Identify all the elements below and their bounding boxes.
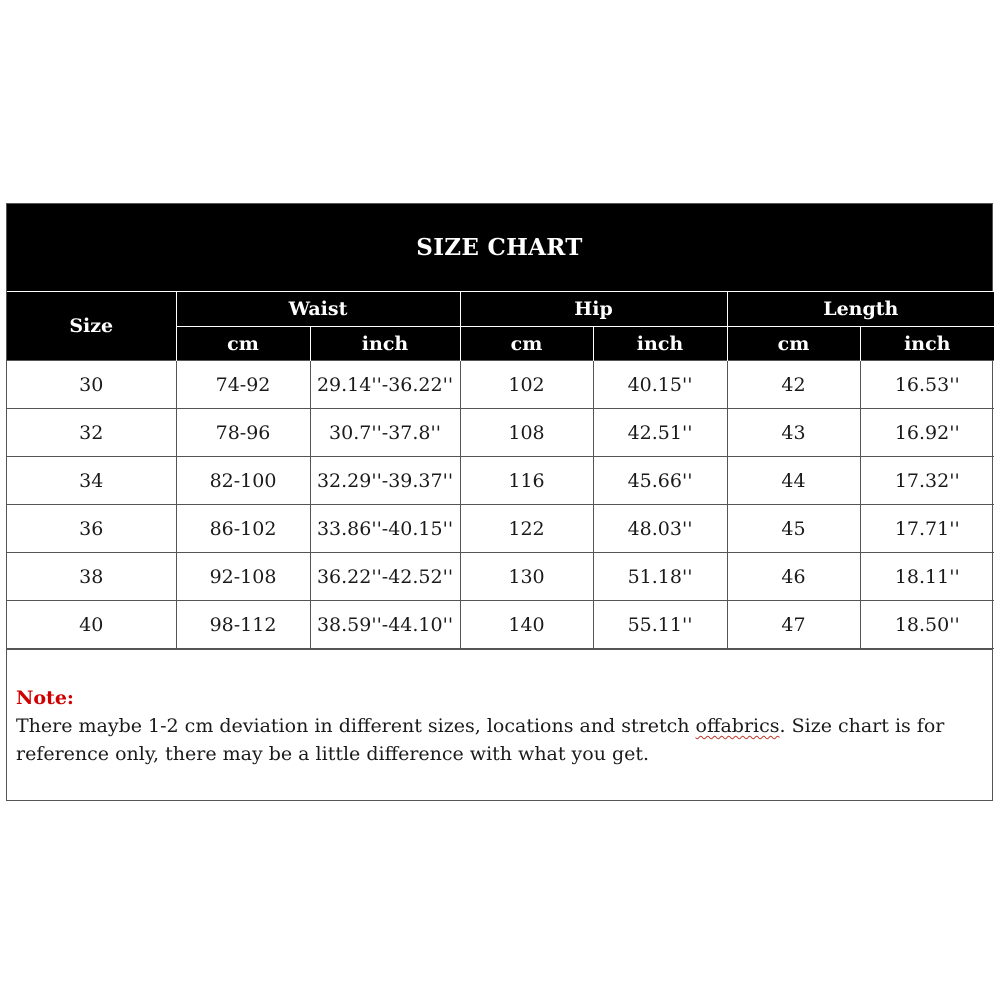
waist-inch-cell: 36.22''-42.52'' [310, 553, 460, 601]
size-chart-sheet [6, 203, 993, 801]
waist-cm-cell: 82-100 [176, 457, 310, 505]
table-row [7, 361, 994, 409]
length-inch-header: inch [860, 327, 994, 361]
hip-cm-cell: 108 [460, 409, 593, 457]
length-inch-cell: 16.92'' [860, 409, 994, 457]
size-chart-title: SIZE CHART [7, 204, 992, 291]
length-cm-cell: 45 [727, 505, 860, 553]
waist-header: Waist [176, 292, 460, 327]
hip-inch-header: inch [593, 327, 727, 361]
waist-inch-cell: 30.7''-37.8'' [310, 409, 460, 457]
length-inch-cell: 18.11'' [860, 553, 994, 601]
hip-cm-cell: 102 [460, 361, 593, 409]
note-section [7, 649, 992, 800]
length-cm-header: cm [727, 327, 860, 361]
hip-inch-cell: 45.66'' [593, 457, 727, 505]
size-cell: 32 [7, 409, 176, 457]
note-text-start: There maybe 1-2 cm deviation in different sizes, locations and stretch [16, 715, 696, 737]
note-text-end: . Size chart is for reference only, there may be a little difference with what you get. [16, 715, 945, 765]
hip-cm-cell: 130 [460, 553, 593, 601]
size-cell: 40 [7, 601, 176, 649]
waist-inch-header: inch [310, 327, 460, 361]
waist-cm-cell: 98-112 [176, 601, 310, 649]
size-column-header: Size [7, 292, 176, 361]
waist-inch-cell: 32.29''-39.37'' [310, 457, 460, 505]
hip-cm-header: cm [460, 327, 593, 361]
length-inch-cell: 17.32'' [860, 457, 994, 505]
length-inch-cell: 16.53'' [860, 361, 994, 409]
note-label: Note: [16, 687, 74, 709]
length-cm-cell: 42 [727, 361, 860, 409]
hip-inch-cell: 51.18'' [593, 553, 727, 601]
hip-cm-cell: 122 [460, 505, 593, 553]
hip-cm-cell: 140 [460, 601, 593, 649]
size-cell: 34 [7, 457, 176, 505]
waist-inch-cell: 33.86''-40.15'' [310, 505, 460, 553]
length-inch-cell: 18.50'' [860, 601, 994, 649]
hip-inch-cell: 55.11'' [593, 601, 727, 649]
waist-cm-cell: 74-92 [176, 361, 310, 409]
waist-cm-cell: 86-102 [176, 505, 310, 553]
waist-cm-cell: 78-96 [176, 409, 310, 457]
hip-inch-cell: 40.15'' [593, 361, 727, 409]
table-header-group-row [7, 292, 994, 327]
table-row [7, 409, 994, 457]
table-row [7, 505, 994, 553]
size-cell: 38 [7, 553, 176, 601]
waist-cm-header: cm [176, 327, 310, 361]
spellcheck-flagged-word: offabrics [695, 715, 780, 737]
table-row [7, 457, 994, 505]
waist-inch-cell: 38.59''-44.10'' [310, 601, 460, 649]
size-table [7, 291, 994, 649]
length-inch-cell: 17.71'' [860, 505, 994, 553]
length-cm-cell: 44 [727, 457, 860, 505]
length-cm-cell: 46 [727, 553, 860, 601]
hip-inch-cell: 42.51'' [593, 409, 727, 457]
hip-inch-cell: 48.03'' [593, 505, 727, 553]
table-row [7, 601, 994, 649]
size-cell: 36 [7, 505, 176, 553]
size-cell: 30 [7, 361, 176, 409]
hip-cm-cell: 116 [460, 457, 593, 505]
length-header: Length [727, 292, 994, 327]
hip-header: Hip [460, 292, 727, 327]
waist-inch-cell: 29.14''-36.22'' [310, 361, 460, 409]
length-cm-cell: 47 [727, 601, 860, 649]
waist-cm-cell: 92-108 [176, 553, 310, 601]
table-row [7, 553, 994, 601]
length-cm-cell: 43 [727, 409, 860, 457]
